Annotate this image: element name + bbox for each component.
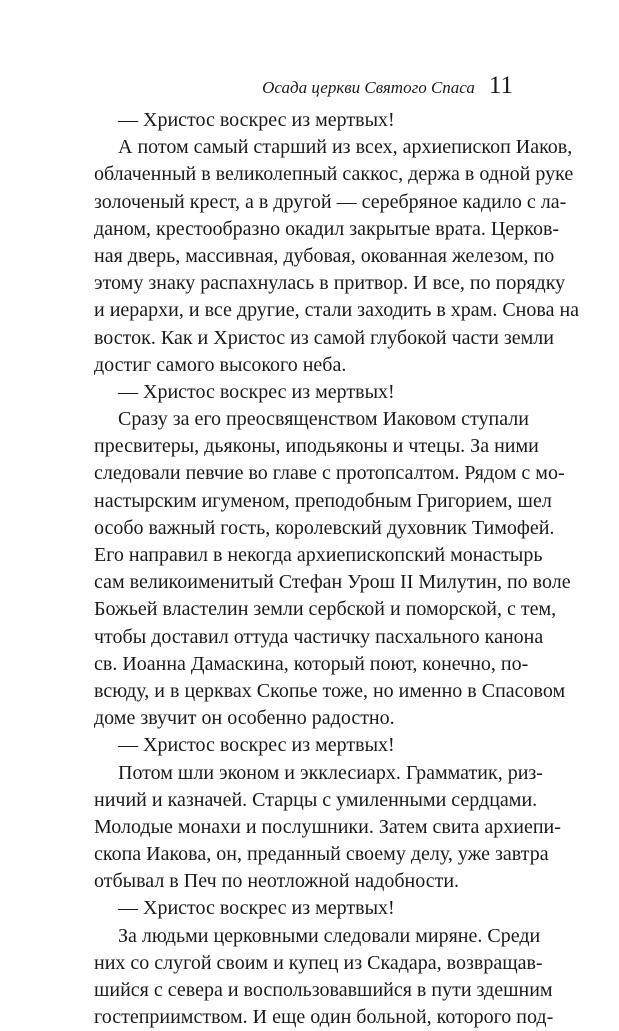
text-line: Его направил в некогда архиепископский монастырь (94, 544, 543, 566)
text-line: За людьми церковными следовали миряне. Среди (118, 924, 541, 947)
text-line: Потом шли эконом и экклесиарх. Грамматик, риз- (118, 761, 543, 784)
text-line: сам великоименитый Стефан Урош II Милутин, по воле (94, 571, 571, 594)
text-line: шийся с севера и воспользовавшийся в пути здешним (94, 979, 553, 1001)
text-line: этому знаку распахнулась в притвор. И все, по порядку (94, 272, 566, 295)
text-line: золоченый крест, а в другой — серебряное кадило с ла- (94, 190, 567, 213)
running-title: Осада церкви Святого Спаса (262, 78, 475, 97)
text-line: даном, крестообразно окадил закрытые врата. Церков- (94, 217, 560, 240)
text-line: гостеприимством. И еще один больной, которого под- (94, 1006, 554, 1029)
text-line: — Христос воскрес из мертвых! (118, 380, 395, 403)
text-line: пресвитеры, дьяконы, иподьяконы и чтецы. За ними (94, 435, 539, 458)
text-line: св. Иоанна Дамаскина, который поют, конечно, по- (94, 652, 529, 675)
text-line: ная дверь, массивная, дубовая, окованная железом, по (94, 244, 555, 267)
text-line: и иерархи, и все другие, стали заходить в храм. Снова на (94, 299, 580, 322)
text-line: облаченный в великолепный саккос, держа в одной руке (94, 163, 574, 186)
text-line: особо важный гость, королевский духовник Тимофей. (94, 516, 555, 539)
text-line: скопа Иакова, он, преданный своему делу, уже завтра (94, 843, 549, 866)
body-text (94, 107, 580, 1031)
text-line: чтобы доставил оттуда частичку пасхального канона (94, 625, 544, 648)
text-line: Молодые монахи и послушники. Затем свита архиепи- (94, 815, 561, 838)
page-header (262, 72, 513, 100)
text-line: Сразу за его преосвященством Иаковом ступали (118, 408, 529, 431)
text-line: всюду, и в церквах Скопье тоже, но именно в Спасовом (94, 679, 566, 702)
text-line: — Христос воскрес из мертвых! (118, 109, 395, 131)
text-line: следовали певчие во главе с протопсалтом. Рядом с мо- (94, 462, 565, 485)
text-line: восток. Как и Христос из самой глубокой части земли (94, 326, 554, 349)
text-line: достиг самого высокого неба. (94, 353, 347, 376)
text-line: настырским игуменом, преподобным Григорием, шел (94, 489, 552, 512)
text-line: доме звучит он особенно радостно. (94, 707, 395, 730)
page-number: 11 (488, 72, 513, 99)
text-line: ничий и казначей. Старцы с умиленными сердцами. (94, 788, 538, 811)
text-line: них со слугой своим и купец из Скадара, возвращав- (94, 951, 543, 974)
text-line: — Христос воскрес из мертвых! (118, 897, 395, 920)
text-line: А потом самый старший из всех, архиепископ Иаков, (118, 136, 573, 159)
text-line: Божьей властелин земли сербской и поморской, с тем, (94, 598, 557, 621)
text-line: отбывал в Печ по неотложной надобности. (94, 870, 460, 893)
text-line: — Христос воскрес из мертвых! (118, 734, 395, 757)
